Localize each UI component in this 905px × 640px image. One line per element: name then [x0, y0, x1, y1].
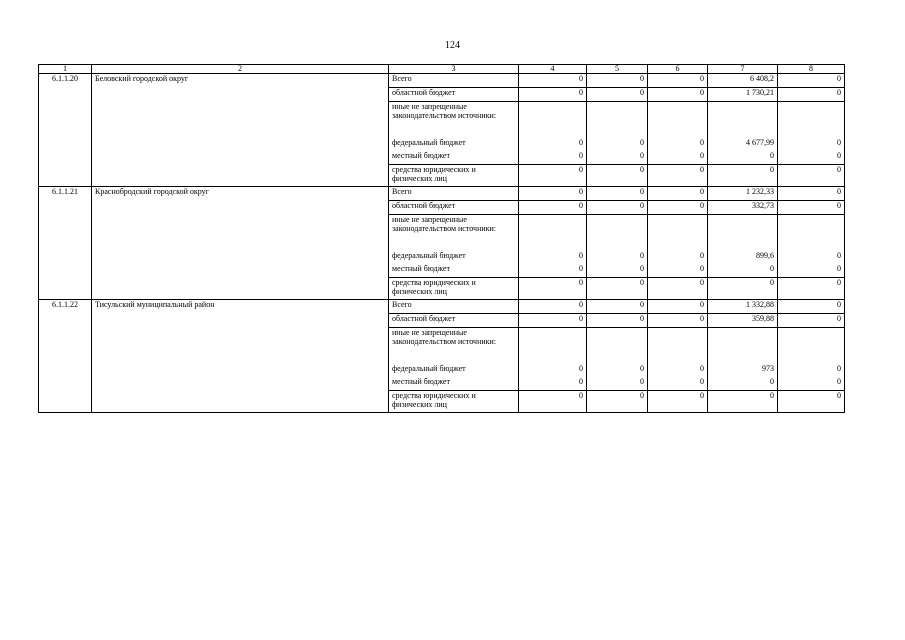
table-row [39, 102, 845, 139]
value-cell: 0 [778, 151, 845, 165]
value-cell [587, 215, 648, 252]
value-cell: 0 [587, 391, 648, 413]
value-cell: 0 [519, 74, 587, 88]
value-cell: 0 [648, 201, 708, 215]
table-row [39, 328, 845, 365]
source-label: областной бюджет [389, 314, 519, 328]
row-name [92, 151, 389, 165]
value-cell: 0 [519, 187, 587, 201]
value-cell: 0 [648, 187, 708, 201]
row-code [39, 151, 92, 165]
table-row [39, 201, 845, 215]
value-cell: 0 [648, 300, 708, 314]
header-col-2: 2 [92, 65, 389, 74]
value-cell: 0 [648, 74, 708, 88]
row-code: 6.1.1.21 [39, 187, 92, 201]
value-cell: 0 [648, 251, 708, 264]
value-cell: 0 [778, 300, 845, 314]
value-cell: 0 [778, 187, 845, 201]
row-name [92, 364, 389, 377]
source-label: местный бюджет [389, 377, 519, 391]
value-cell [778, 328, 845, 365]
source-label: иные не запрещенные законодательством источники: [389, 328, 519, 365]
value-cell: 973 [708, 364, 778, 377]
row-code [39, 165, 92, 187]
value-cell: 0 [778, 264, 845, 278]
source-label: местный бюджет [389, 151, 519, 165]
value-cell: 0 [648, 314, 708, 328]
value-cell: 0 [587, 278, 648, 300]
value-cell: 0 [648, 88, 708, 102]
value-cell: 0 [519, 151, 587, 165]
source-label: местный бюджет [389, 264, 519, 278]
value-cell: 0 [708, 165, 778, 187]
row-code [39, 88, 92, 102]
source-label: федеральный бюджет [389, 364, 519, 377]
value-cell: 332,73 [708, 201, 778, 215]
header-col-7: 7 [708, 65, 778, 74]
row-name [92, 391, 389, 413]
table-row [39, 138, 845, 151]
row-name [92, 102, 389, 139]
value-cell [519, 328, 587, 365]
value-cell: 0 [708, 151, 778, 165]
value-cell: 899,6 [708, 251, 778, 264]
value-cell: 0 [708, 264, 778, 278]
value-cell [519, 215, 587, 252]
value-cell: 0 [587, 377, 648, 391]
table-row [39, 278, 845, 300]
value-cell: 0 [587, 251, 648, 264]
value-cell [519, 102, 587, 139]
value-cell: 0 [587, 201, 648, 215]
value-cell: 0 [519, 165, 587, 187]
value-cell: 0 [648, 391, 708, 413]
row-name [92, 278, 389, 300]
value-cell: 1 730,21 [708, 88, 778, 102]
row-name [92, 251, 389, 264]
source-label: иные не запрещенные законодательством источники: [389, 215, 519, 252]
value-cell: 1 232,33 [708, 187, 778, 201]
row-code [39, 377, 92, 391]
row-name [92, 88, 389, 102]
value-cell: 0 [648, 151, 708, 165]
value-cell: 0 [778, 88, 845, 102]
value-cell: 0 [587, 165, 648, 187]
value-cell: 0 [778, 165, 845, 187]
source-label: федеральный бюджет [389, 251, 519, 264]
value-cell: 0 [708, 377, 778, 391]
table-row [39, 74, 845, 88]
value-cell: 6 408,2 [708, 74, 778, 88]
table-row [39, 391, 845, 413]
value-cell: 0 [519, 377, 587, 391]
value-cell: 0 [648, 364, 708, 377]
value-cell: 0 [519, 278, 587, 300]
row-code [39, 314, 92, 328]
value-cell [587, 328, 648, 365]
value-cell: 0 [587, 300, 648, 314]
value-cell [648, 328, 708, 365]
value-cell: 0 [587, 264, 648, 278]
row-name [92, 138, 389, 151]
value-cell: 0 [587, 138, 648, 151]
value-cell: 0 [708, 391, 778, 413]
header-col-4: 4 [519, 65, 587, 74]
row-code: 6.1.1.20 [39, 74, 92, 88]
value-cell [587, 102, 648, 139]
value-cell [708, 215, 778, 252]
value-cell: 0 [519, 264, 587, 278]
funding-table [38, 64, 845, 413]
value-cell: 0 [648, 165, 708, 187]
table-row [39, 187, 845, 201]
table-row [39, 314, 845, 328]
header-row [39, 65, 845, 74]
value-cell: 0 [708, 278, 778, 300]
value-cell: 0 [778, 74, 845, 88]
value-cell: 1 332,88 [708, 300, 778, 314]
source-label: Всего [389, 300, 519, 314]
source-label: областной бюджет [389, 88, 519, 102]
value-cell: 0 [778, 314, 845, 328]
value-cell: 0 [778, 201, 845, 215]
value-cell: 0 [587, 187, 648, 201]
value-cell: 0 [519, 138, 587, 151]
header-col-6: 6 [648, 65, 708, 74]
value-cell [648, 102, 708, 139]
row-code [39, 251, 92, 264]
row-code [39, 201, 92, 215]
value-cell: 0 [519, 300, 587, 314]
table-row [39, 88, 845, 102]
row-name: Беловский городской округ [92, 74, 389, 88]
value-cell: 0 [778, 377, 845, 391]
value-cell: 0 [519, 314, 587, 328]
value-cell: 0 [519, 88, 587, 102]
value-cell: 0 [648, 278, 708, 300]
value-cell: 0 [587, 74, 648, 88]
source-label: иные не запрещенные законодательством источники: [389, 102, 519, 139]
table-body [39, 74, 845, 413]
header-col-8: 8 [778, 65, 845, 74]
row-code [39, 364, 92, 377]
source-label: областной бюджет [389, 201, 519, 215]
row-name: Краснобродский городской округ [92, 187, 389, 201]
value-cell [778, 102, 845, 139]
value-cell [708, 102, 778, 139]
row-code: 6.1.1.22 [39, 300, 92, 314]
value-cell: 0 [648, 264, 708, 278]
value-cell: 0 [587, 151, 648, 165]
row-code [39, 278, 92, 300]
value-cell: 0 [778, 391, 845, 413]
value-cell: 0 [778, 364, 845, 377]
row-name: Тисульский муниципальный район [92, 300, 389, 314]
value-cell: 4 677,99 [708, 138, 778, 151]
value-cell: 0 [587, 88, 648, 102]
source-label: федеральный бюджет [389, 138, 519, 151]
value-cell [778, 215, 845, 252]
value-cell: 0 [519, 391, 587, 413]
table-row [39, 251, 845, 264]
source-label: средства юридических и физических лиц [389, 278, 519, 300]
source-label: Всего [389, 74, 519, 88]
row-code [39, 215, 92, 252]
row-name [92, 201, 389, 215]
table-row [39, 300, 845, 314]
table-row [39, 377, 845, 391]
value-cell: 0 [778, 251, 845, 264]
value-cell [708, 328, 778, 365]
table-row [39, 151, 845, 165]
row-code [39, 264, 92, 278]
value-cell: 0 [519, 251, 587, 264]
page-number: 124 [445, 40, 460, 51]
value-cell: 0 [587, 364, 648, 377]
source-label: средства юридических и физических лиц [389, 165, 519, 187]
value-cell: 0 [778, 138, 845, 151]
value-cell: 0 [648, 377, 708, 391]
value-cell: 0 [648, 138, 708, 151]
value-cell: 0 [587, 314, 648, 328]
value-cell: 359,88 [708, 314, 778, 328]
row-code [39, 138, 92, 151]
value-cell: 0 [519, 364, 587, 377]
row-name [92, 165, 389, 187]
header-col-5: 5 [587, 65, 648, 74]
value-cell: 0 [778, 278, 845, 300]
row-name [92, 264, 389, 278]
row-name [92, 328, 389, 365]
value-cell: 0 [519, 201, 587, 215]
table-row [39, 215, 845, 252]
row-name [92, 314, 389, 328]
row-code [39, 391, 92, 413]
row-name [92, 377, 389, 391]
table-row [39, 264, 845, 278]
source-label: Всего [389, 187, 519, 201]
row-code [39, 102, 92, 139]
row-code [39, 328, 92, 365]
header-col-1: 1 [39, 65, 92, 74]
table-row [39, 364, 845, 377]
source-label: средства юридических и физических лиц [389, 391, 519, 413]
table-row [39, 165, 845, 187]
row-name [92, 215, 389, 252]
header-col-3: 3 [389, 65, 519, 74]
value-cell [648, 215, 708, 252]
